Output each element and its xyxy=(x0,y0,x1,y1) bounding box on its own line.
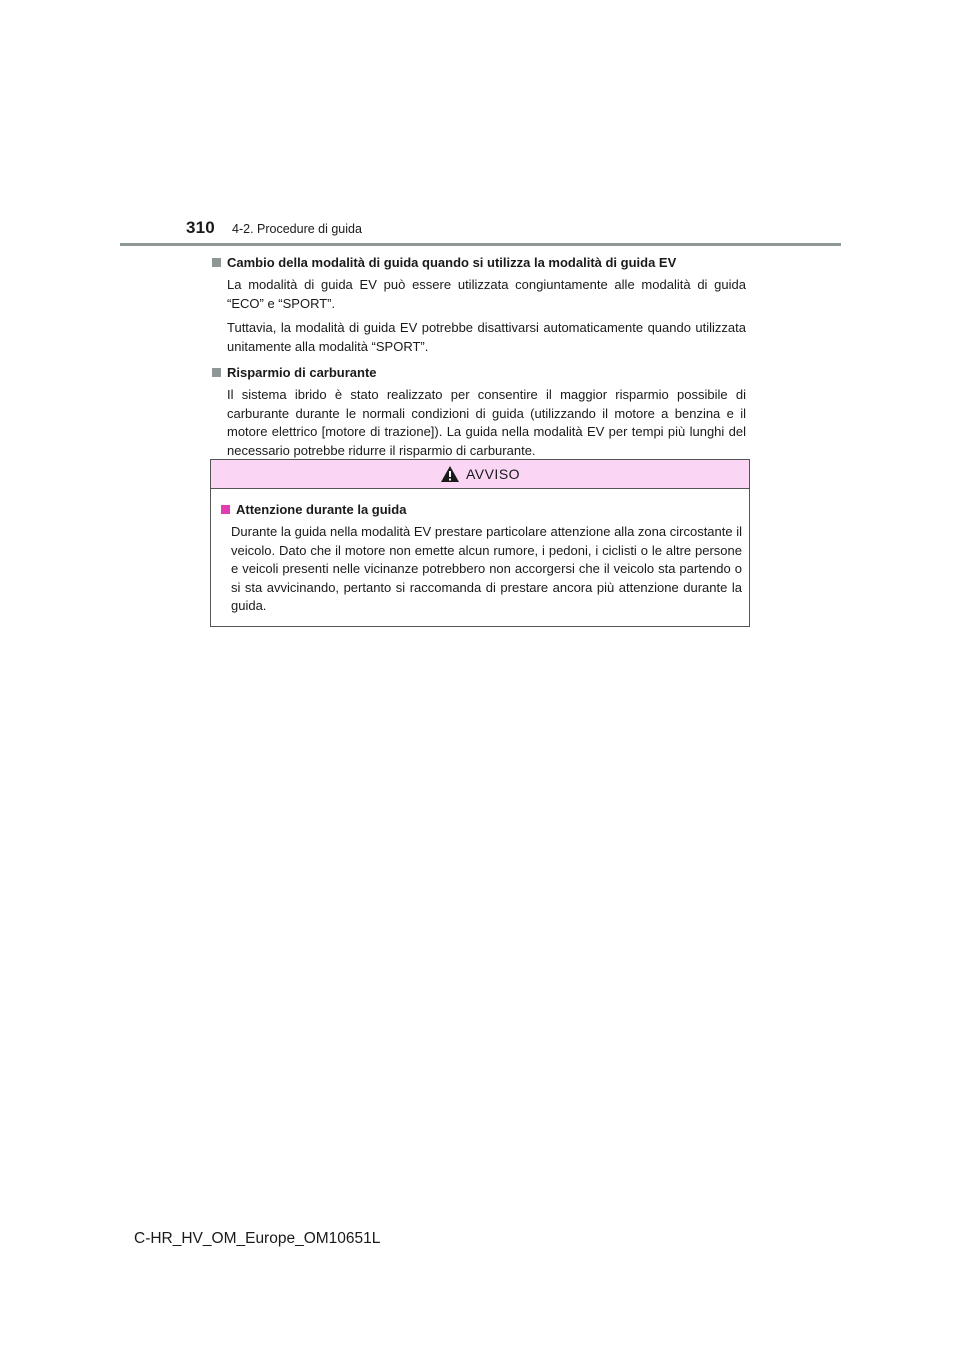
paragraph: La modalità di guida EV può essere utilizzata congiuntamente alle modalità di guida “ECO” e “SPORT”. xyxy=(227,277,746,311)
warning-triangle-icon xyxy=(440,465,460,483)
item-heading xyxy=(210,364,746,382)
warning-heading-text: Attenzione durante la guida xyxy=(236,502,407,517)
warning-box xyxy=(210,459,750,627)
section-item xyxy=(210,364,746,460)
header-rule xyxy=(120,243,841,246)
square-bullet-icon xyxy=(212,258,221,267)
square-bullet-icon xyxy=(221,505,230,514)
paragraph: Il sistema ibrido è stato realizzato per consentire il maggior risparmio possibile di carburante durante le normali condizioni di guida (utilizzando il motore a benzina e il motore elettrico [motore di trazione]). La guida nella modalità EV per tempi più lunghi del necessario potrebbe ridurre il risparmio di carburante. xyxy=(227,387,746,458)
page-number: 310 xyxy=(186,218,215,237)
square-bullet-icon xyxy=(212,368,221,377)
document-code: C-HR_HV_OM_Europe_OM10651L xyxy=(134,1230,381,1247)
section-title: 4-2. Procedure di guida xyxy=(232,222,362,236)
section-item xyxy=(210,254,746,356)
item-heading-text: Risparmio di carburante xyxy=(227,365,377,380)
item-heading-text: Cambio della modalità di guida quando si utilizza la modalità di guida EV xyxy=(227,255,677,270)
main-content xyxy=(210,254,746,468)
item-heading xyxy=(210,254,746,272)
paragraph: Tuttavia, la modalità di guida EV potrebbe disattivarsi automaticamente quando utilizzata unitamente alla modalità “SPORT”. xyxy=(227,320,746,354)
warning-heading xyxy=(219,501,742,519)
warning-body xyxy=(211,489,749,616)
warning-header xyxy=(211,460,749,489)
warning-title: AVVISO xyxy=(465,466,521,482)
warning-text: Durante la guida nella modalità EV prestare particolare attenzione alla zona circostante il veicolo. Dato che il motore non emette alcun rumore, i pedoni, i ciclisti o le altre persone e veicoli presenti nelle vicinanze potrebbero non accorgersi che il veicolo sta partendo o si sta avvicinando, pertanto si raccomanda di prestare ancora più attenzione durante la guida. xyxy=(231,524,742,613)
